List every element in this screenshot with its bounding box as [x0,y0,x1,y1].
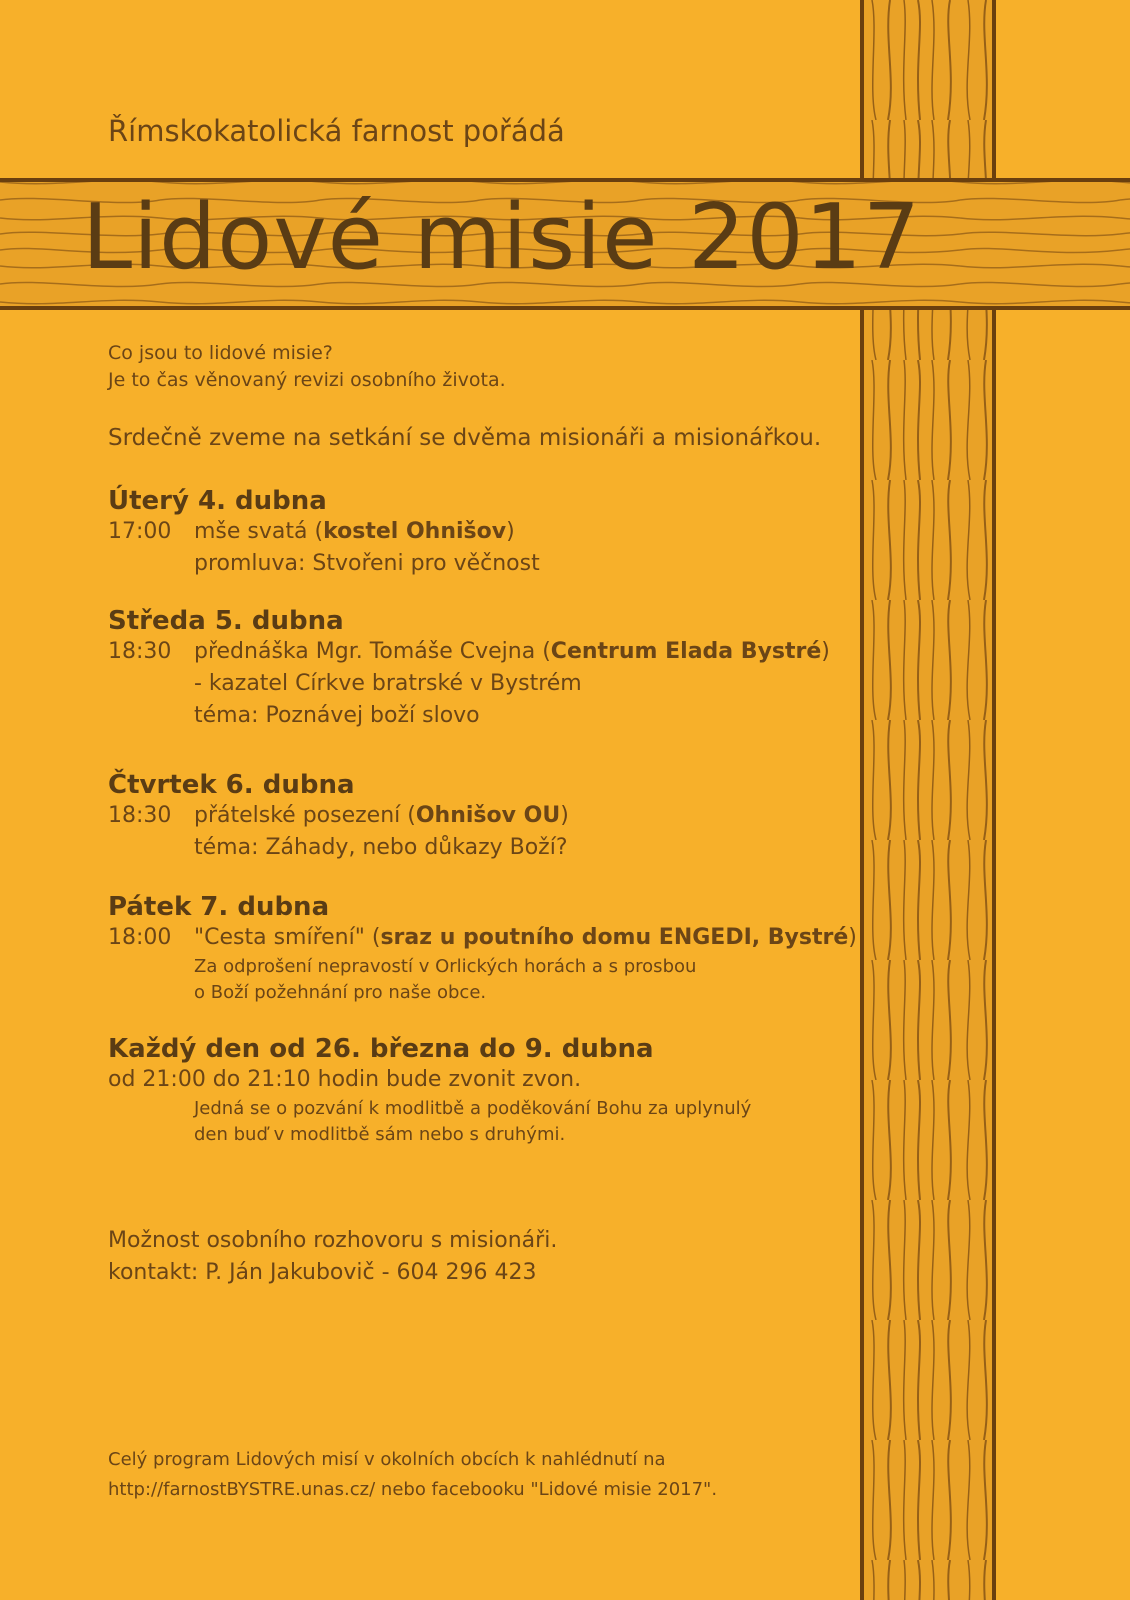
contact-note: Možnost osobního rozhovoru s misionáři. [108,1228,558,1253]
event-line [108,636,830,668]
event-text: "Cesta smíření" ( [194,925,381,950]
event-text: mše svatá ( [194,519,324,544]
bell-description-2: den buď v modlitbě sám nebo s druhými. [194,1124,566,1145]
event-day-heading: Pátek 7. dubna [108,892,330,922]
event-time: 18:30 [108,639,172,664]
event-text-end: ) [821,639,830,664]
event-venue: Centrum Elada Bystré [550,639,822,664]
event-time: 17:00 [108,519,172,544]
event-venue: sraz u poutního domu ENGEDI, Bystré [380,925,849,950]
intro-answer: Je to čas věnovaný revizi osobního života. [108,369,506,391]
intro-question: Co jsou to lidové misie? [108,342,333,364]
event-topic: promluva: Stvořeni pro věčnost [194,551,540,576]
event-wednesday [108,606,830,732]
event-time: 18:00 [108,925,172,950]
invitation-text: Srdečně zveme na setkání se dvěma misionáři a misionářkou. [108,425,822,451]
event-thursday [108,770,569,864]
event-line [108,922,857,954]
event-venue: Ohnišov OU [415,803,561,828]
contact-block [108,1225,557,1289]
event-time: 18:30 [108,803,172,828]
bell-time-line: od 21:00 do 21:10 hodin bude zvonit zvon. [108,1067,582,1092]
bell-heading: Každý den od 26. března do 9. dubna [108,1034,654,1064]
event-description: Za odprošení nepravostí v Orlických horách a s prosbou [194,956,697,977]
event-text-end: ) [848,925,857,950]
event-tuesday [108,486,540,580]
intro-block [108,340,506,394]
event-line [108,800,569,832]
footer-url-line[interactable]: http://farnostBYSTRE.unas.cz/ nebo facebooku "Lidové misie 2017". [108,1479,718,1500]
event-text: přátelské posezení ( [194,803,416,828]
organizer-text: Římskokatolická farnost pořádá [108,114,565,148]
event-friday [108,892,857,1006]
event-day-heading: Čtvrtek 6. dubna [108,770,355,800]
footer-line: Celý program Lidových misí v okolních obcích k nahlédnutí na [108,1449,666,1470]
event-venue: kostel Ohnišov [323,519,507,544]
event-text-end: ) [560,803,569,828]
bell-section [108,1034,751,1148]
contact-phone: kontakt: P. Ján Jakubovič - 604 296 423 [108,1260,537,1285]
footer-block [108,1445,717,1505]
bell-description: Jedná se o pozvání k modlitbě a poděkování Bohu za uplynulý [194,1098,752,1119]
event-speaker-note: - kazatel Církve bratrské v Bystrém [194,671,582,696]
event-line [108,516,540,548]
event-day-heading: Středa 5. dubna [108,606,344,636]
event-day-heading: Úterý 4. dubna [108,486,327,516]
event-topic: téma: Záhady, nebo důkazy Boží? [194,835,568,860]
event-text-end: ) [506,519,515,544]
event-topic: téma: Poznávej boží slovo [194,703,480,728]
event-description-2: o Boží požehnání pro naše obce. [194,982,487,1003]
event-text: přednáška Mgr. Tomáše Cvejna ( [194,639,551,664]
page-title: Lidové misie 2017 [82,185,922,290]
